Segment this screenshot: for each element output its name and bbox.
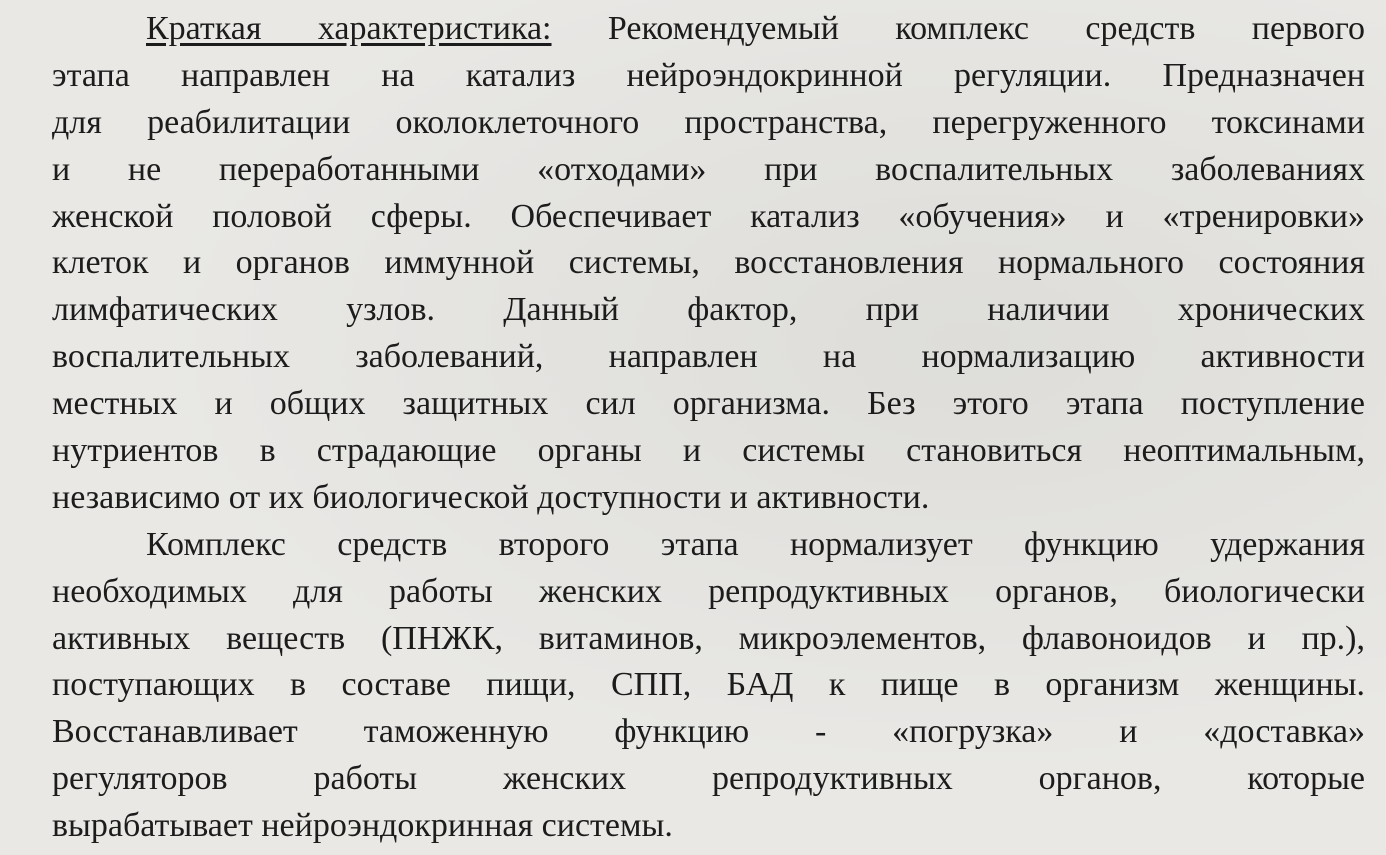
paragraph-1 (52, 6, 1365, 522)
text-line: для реабилитации околоклеточного пространства, перегруженного токсинами (52, 103, 1365, 141)
text-line (52, 6, 1365, 53)
text-line: и не переработанными «отходами» при воспалительных заболеваниях (52, 150, 1365, 188)
text-line: вырабатывает нейроэндокринная системы. (52, 807, 673, 845)
section-heading: Краткая характеристика: (146, 10, 552, 47)
text-line: клеток и органов иммунной системы, восстановления нормального состояния (52, 244, 1365, 282)
text-line: регуляторов работы женских репродуктивных органов, которые (52, 760, 1365, 798)
text-line: воспалительных заболеваний, направлен на нормализацию активности (52, 338, 1365, 376)
text-line: Восстанавливает таможенную функцию - «погрузка» и «доставка» (52, 713, 1365, 751)
text-line: необходимых для работы женских репродуктивных органов, биологически (52, 572, 1365, 610)
paragraph-2 (52, 522, 1365, 850)
text-line: поступающих в составе пищи, СПП, БАД к пище в организм женщины. (52, 666, 1365, 704)
text-line: активных веществ (ПНЖК, витаминов, микроэлементов, флавоноидов и пр.), (52, 619, 1365, 657)
text-span: Рекомендуемый комплекс средств первого (551, 10, 1365, 47)
text-line: местных и общих защитных сил организма. Без этого этапа поступление (52, 385, 1365, 423)
text-line: лимфатических узлов. Данный фактор, при наличии хронических (52, 291, 1365, 329)
text-line: нутриентов в страдающие органы и системы становиться неоптимальным, (52, 432, 1365, 470)
text-line: этапа направлен на катализ нейроэндокринной регуляции. Предназначен (52, 56, 1365, 94)
text-line: женской половой сферы. Обеспечивает катализ «обучения» и «тренировки» (52, 197, 1365, 235)
text-line: Комплекс средств второго этапа нормализует функцию удержания (146, 525, 1365, 563)
text-line: независимо от их биологической доступности и активности. (52, 478, 930, 516)
document-page (52, 6, 1365, 850)
